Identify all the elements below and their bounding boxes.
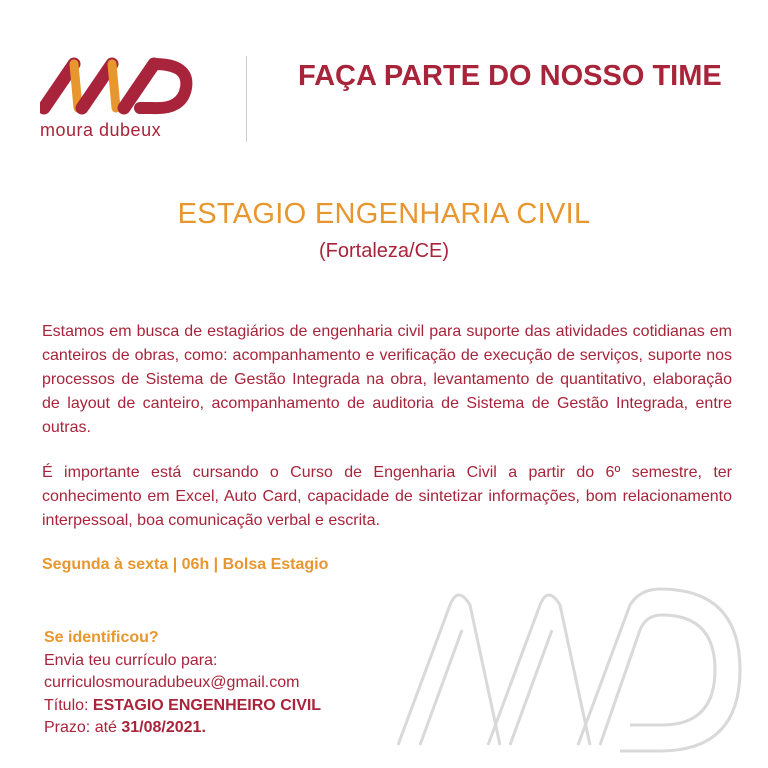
description-paragraph-1: Estamos em busca de estagiários de engenharia civil para suporte das atividades cotidianas em canteiros de obras, como: acompanhamento e verificação de execução de serviços, suporte nos processos de Sistema de Gestão Integrada na obra, levantamento de quantitativo, elaboração de layout de canteiro, acompanhamento de auditoria de Sistema de Gestão Integrada, entre outras. bbox=[42, 323, 732, 436]
brand-logo bbox=[40, 56, 200, 146]
md-logo-icon bbox=[40, 56, 200, 116]
brand-name: moura dubeux bbox=[40, 120, 162, 140]
contact-deadline-line bbox=[44, 717, 464, 740]
contact-email[interactable]: curriculosmouradubeux@gmail.com bbox=[44, 674, 300, 691]
contact-send-line: Envia teu currículo para: bbox=[44, 651, 218, 669]
subject-label: Título: bbox=[44, 696, 93, 714]
schedule-line: Segunda à sexta | 06h | Bolsa Estagio bbox=[42, 556, 329, 573]
header-divider bbox=[246, 56, 247, 142]
contact-block bbox=[44, 627, 464, 740]
deadline-value: 31/08/2021. bbox=[121, 719, 206, 736]
job-title: ESTAGIO ENGENHARIA CIVIL bbox=[177, 198, 591, 230]
subject-value: ESTAGIO ENGENHEIRO CIVIL bbox=[92, 696, 322, 714]
contact-subject-line bbox=[44, 695, 464, 718]
deadline-label: Prazo: até bbox=[44, 719, 122, 736]
job-location: (Fortaleza/CE) bbox=[318, 240, 450, 262]
page-headline: FAÇA PARTE DO NOSSO TIME bbox=[298, 60, 722, 92]
description-paragraph-2: É importante está cursando o Curso de Engenharia Civil a partir do 6º semestre, ter conhecimento em Excel, Auto Card, capacidade de sintetizar informações, bom relacionamento interpessoal, boa comunicação verbal e escrita. bbox=[42, 464, 732, 529]
contact-question: Se identificou? bbox=[44, 629, 159, 646]
